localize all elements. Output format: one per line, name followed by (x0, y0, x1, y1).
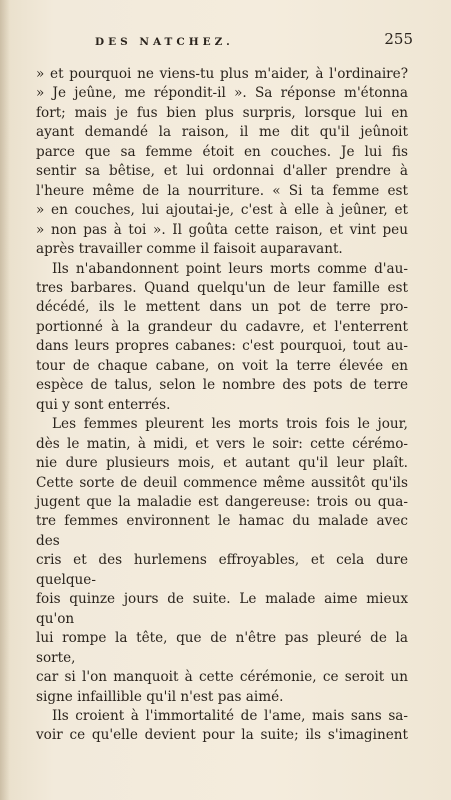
text-line: sentir sa bêtise, et lui ordonnai d'aller prendre à (36, 163, 408, 180)
text-line: nie dure plusieurs mois, et autant qu'il leur plaît. (36, 455, 408, 472)
running-title: DES NATCHEZ. (95, 36, 234, 48)
text-line: » en couches, lui ajoutai-je, c'est à elle à jeûner, et (36, 202, 408, 219)
page-number: 255 (384, 30, 413, 48)
text-line: » et pourquoi ne viens-tu plus m'aider, à l'ordinaire? (36, 66, 408, 82)
text-line: Ils croient à l'immortalité de l'ame, mais sans sa- (52, 707, 408, 724)
text-line: décédé, ils le mettent dans un pot de terre pro- (36, 299, 408, 316)
text-line: dès le matin, à midi, et vers le soir: cette cérémo- (36, 435, 408, 452)
text-line: fois quinze jours de suite. Le malade aime mieux qu'on (36, 591, 408, 627)
text-line: ayant demandé la raison, il me dit qu'il jeûnoit (36, 124, 408, 141)
body-text (36, 65, 408, 746)
text-line: qui y sont enterrés. (36, 396, 171, 413)
text-line: » Je jeûne, me répondit-il ». Sa réponse m'étonna (36, 85, 408, 102)
text-line: » non pas à toi ». Il goûta cette raison, et vint peu (36, 221, 408, 238)
text-line: Cette sorte de deuil commence même aussitôt qu'ils (36, 474, 408, 491)
text-line: tour de chaque cabane, on voit la terre élevée en (36, 357, 408, 374)
text-line: tres barbares. Quand quelqu'un de leur famille est (36, 279, 408, 296)
text-line: jugent que la maladie est dangereuse: trois ou qua- (36, 493, 408, 510)
text-line: portionné à la grandeur du cadavre, et l'enterrent (36, 318, 408, 335)
text-line: lui rompe la tête, que de n'être pas pleuré de la sorte, (36, 630, 408, 666)
text-line: voir ce qu'elle devient pour la suite; ils s'imaginent (36, 727, 408, 744)
text-line: tre femmes environnent le hamac du malade avec des (36, 513, 408, 549)
text-line: après travailler comme il faisoit auparavant. (36, 241, 343, 258)
text-line: Ils n'abandonnent point leurs morts comme d'au- (52, 260, 408, 277)
text-line: parce que sa femme étoit en couches. Je lui fis (36, 143, 408, 160)
text-line: car si l'on manquoit à cette cérémonie, ce seroit un (36, 669, 408, 686)
text-line: Les femmes pleurent les morts trois fois le jour, (52, 416, 408, 433)
text-line: l'heure même de la nourriture. « Si ta femme est (36, 182, 408, 199)
text-line: fort; mais je fus bien plus surpris, lorsque lui en (36, 104, 408, 121)
running-head (95, 30, 413, 52)
text-line: cris et des hurlemens effroyables, et cela dure quelque- (36, 552, 408, 588)
text-line: espèce de talus, selon le nombre des pots de terre (36, 377, 408, 394)
text-line: signe infaillible qu'il n'est pas aimé. (36, 688, 284, 705)
text-line: dans leurs propres cabanes: c'est pourquoi, tout au- (36, 338, 408, 355)
